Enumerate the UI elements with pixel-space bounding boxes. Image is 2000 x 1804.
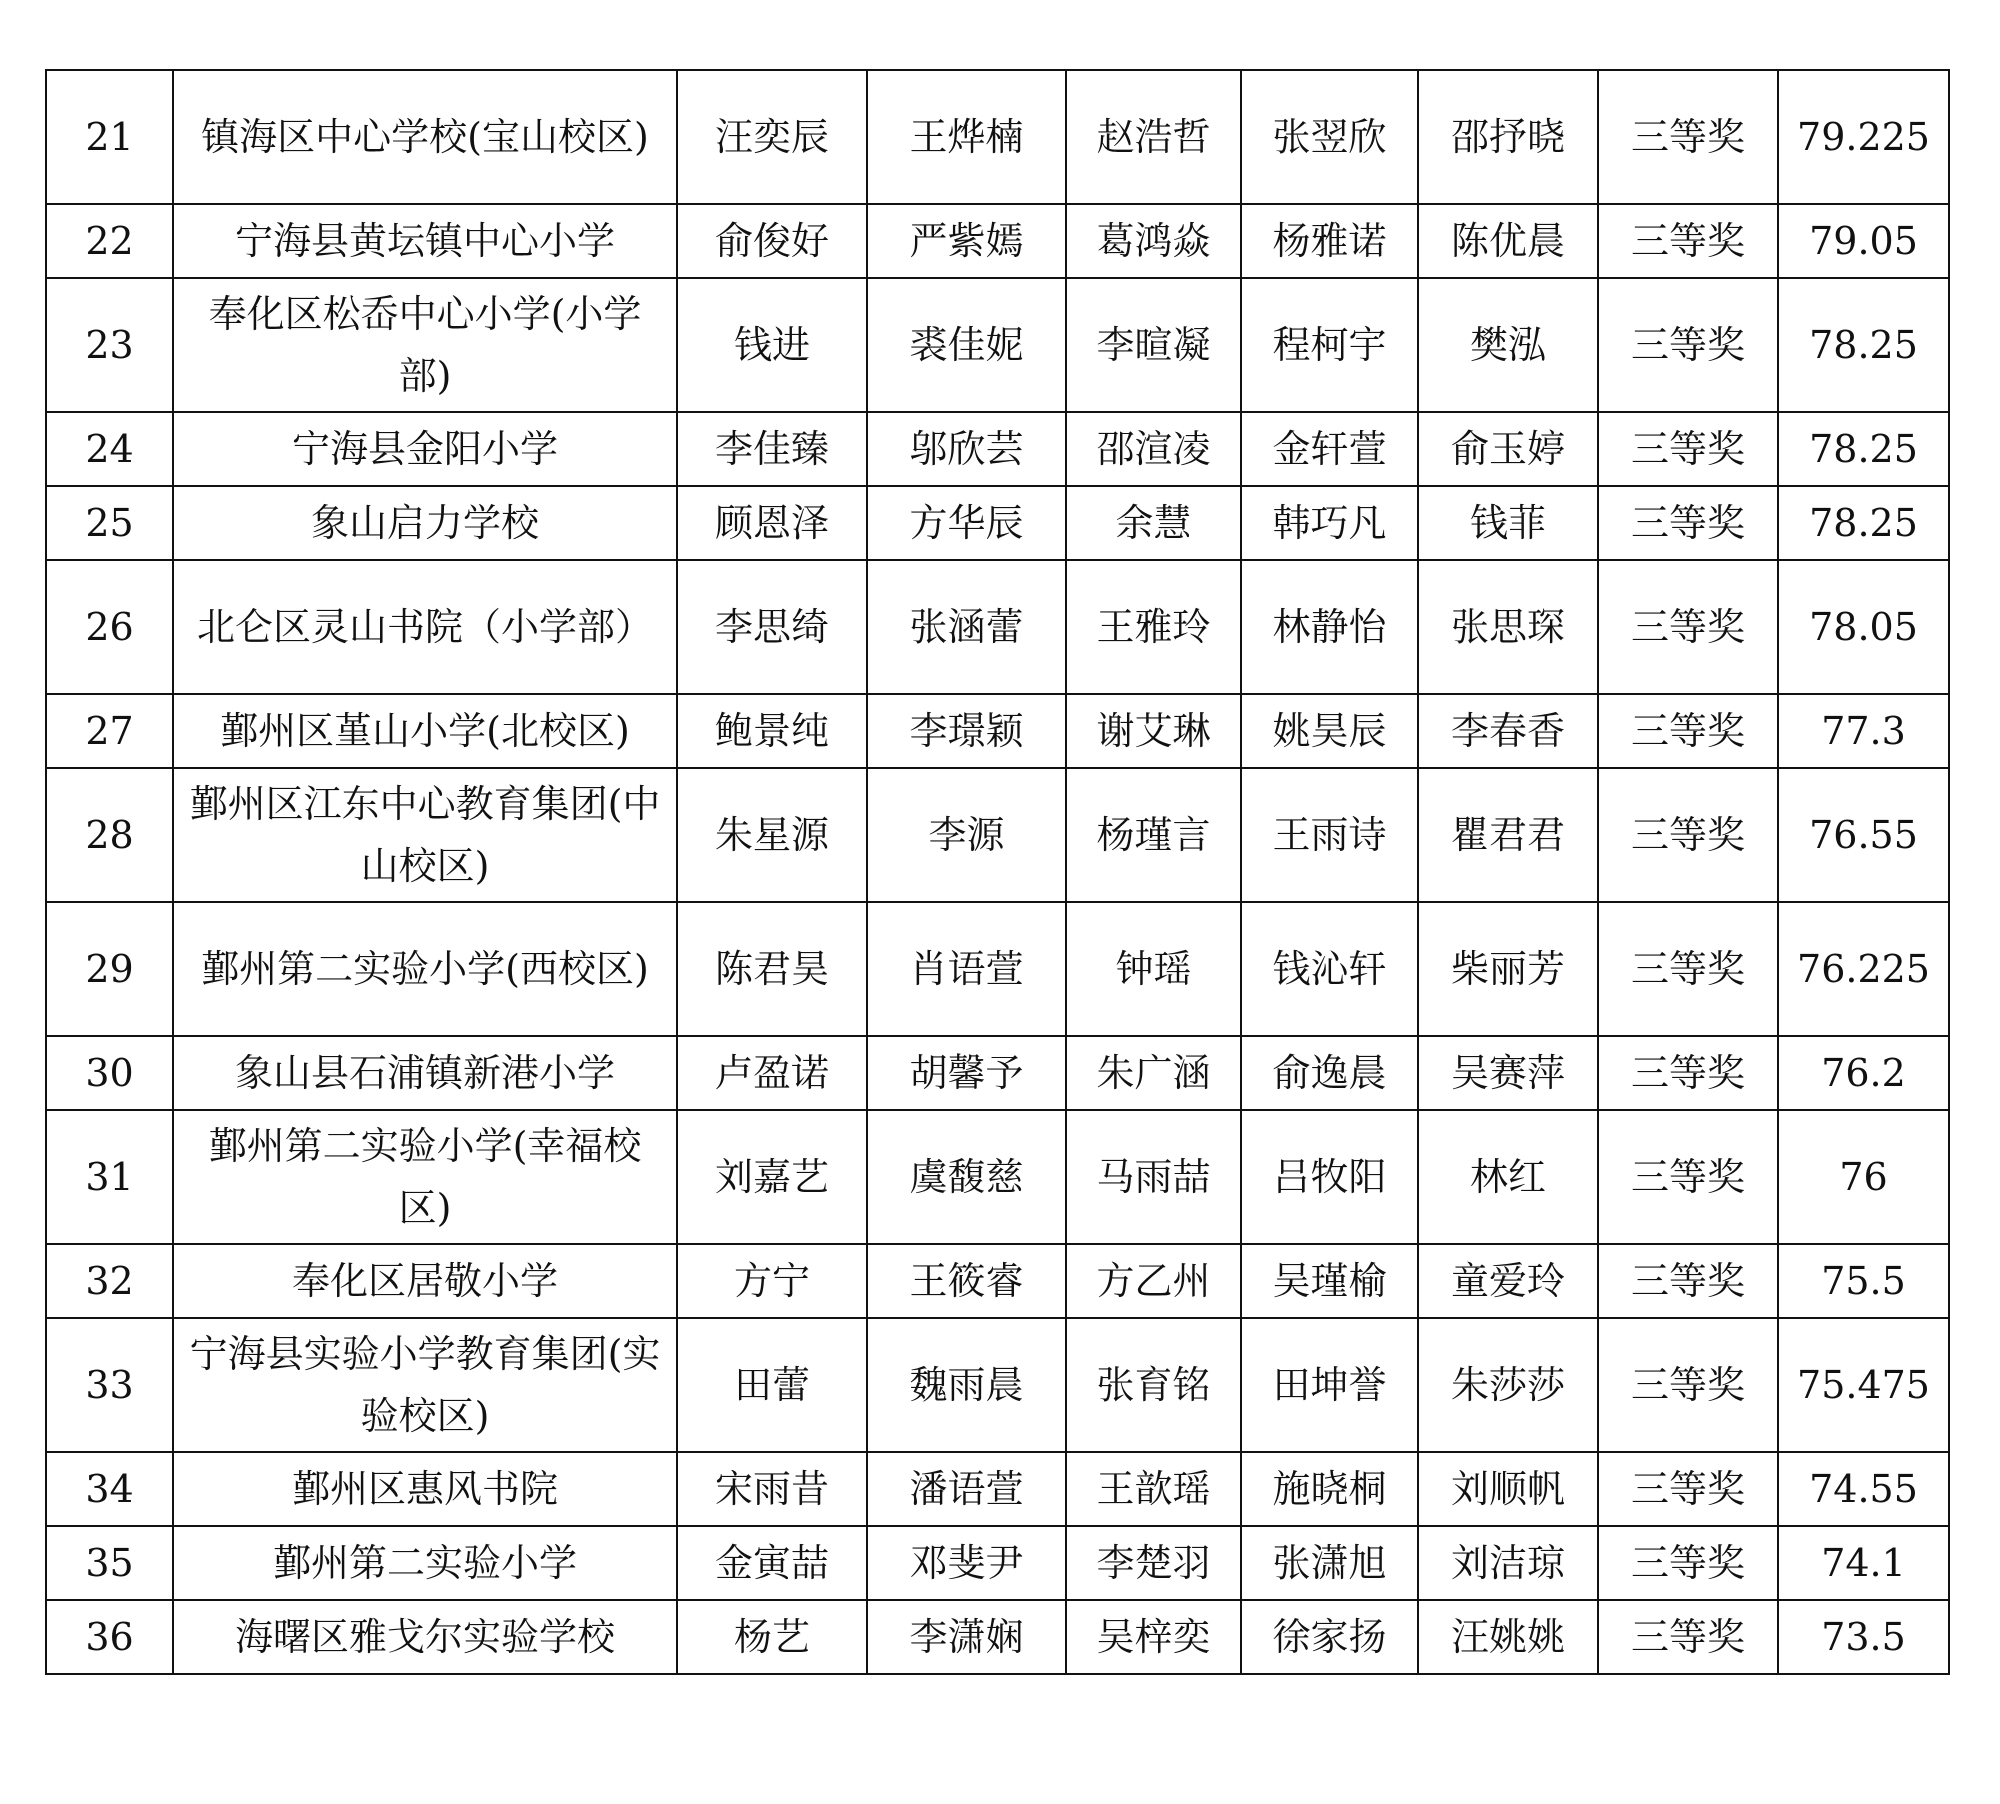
student-2-cell: 李潇娴 — [867, 1600, 1066, 1674]
teacher-cell: 俞玉婷 — [1418, 412, 1598, 486]
results-page — [45, 69, 1950, 1675]
teacher-cell: 邵抒晓 — [1418, 70, 1598, 204]
student-4-cell: 田坤誉 — [1241, 1318, 1418, 1452]
student-3-cell: 葛鸿焱 — [1066, 204, 1241, 278]
rank-cell: 27 — [46, 694, 173, 768]
student-2-cell: 裘佳妮 — [867, 278, 1066, 412]
school-cell: 海曙区雅戈尔实验学校 — [173, 1600, 677, 1674]
score-cell: 74.55 — [1778, 1452, 1949, 1526]
rank-cell: 36 — [46, 1600, 173, 1674]
student-3-cell: 赵浩哲 — [1066, 70, 1241, 204]
rank-cell: 33 — [46, 1318, 173, 1452]
award-cell: 三等奖 — [1598, 560, 1778, 694]
student-1-cell: 俞俊好 — [677, 204, 867, 278]
student-3-cell: 方乙州 — [1066, 1244, 1241, 1318]
student-4-cell: 钱沁轩 — [1241, 902, 1418, 1036]
teacher-cell: 樊泓 — [1418, 278, 1598, 412]
teacher-cell: 刘顺帆 — [1418, 1452, 1598, 1526]
school-cell: 镇海区中心学校(宝山校区) — [173, 70, 677, 204]
table-row — [46, 1318, 1949, 1452]
award-cell: 三等奖 — [1598, 1318, 1778, 1452]
teacher-cell: 童爱玲 — [1418, 1244, 1598, 1318]
award-cell: 三等奖 — [1598, 1600, 1778, 1674]
award-cell: 三等奖 — [1598, 1036, 1778, 1110]
rank-cell: 25 — [46, 486, 173, 560]
table-row — [46, 560, 1949, 694]
score-cell: 78.25 — [1778, 412, 1949, 486]
score-cell: 76.2 — [1778, 1036, 1949, 1110]
student-4-cell: 韩巧凡 — [1241, 486, 1418, 560]
student-3-cell: 马雨喆 — [1066, 1110, 1241, 1244]
school-cell: 鄞州第二实验小学(西校区) — [173, 902, 677, 1036]
student-2-cell: 邬欣芸 — [867, 412, 1066, 486]
teacher-cell: 李春香 — [1418, 694, 1598, 768]
table-row — [46, 902, 1949, 1036]
student-1-cell: 方宁 — [677, 1244, 867, 1318]
rank-cell: 30 — [46, 1036, 173, 1110]
score-cell: 75.5 — [1778, 1244, 1949, 1318]
score-cell: 74.1 — [1778, 1526, 1949, 1600]
score-cell: 77.3 — [1778, 694, 1949, 768]
student-2-cell: 肖语萱 — [867, 902, 1066, 1036]
student-4-cell: 张翌欣 — [1241, 70, 1418, 204]
score-cell: 76.55 — [1778, 768, 1949, 902]
teacher-cell: 朱莎莎 — [1418, 1318, 1598, 1452]
student-3-cell: 吴梓奕 — [1066, 1600, 1241, 1674]
award-cell: 三等奖 — [1598, 902, 1778, 1036]
student-2-cell: 邓斐尹 — [867, 1526, 1066, 1600]
student-4-cell: 施晓桐 — [1241, 1452, 1418, 1526]
award-cell: 三等奖 — [1598, 204, 1778, 278]
rank-cell: 24 — [46, 412, 173, 486]
table-row — [46, 1452, 1949, 1526]
table-row — [46, 1600, 1949, 1674]
student-2-cell: 魏雨晨 — [867, 1318, 1066, 1452]
student-2-cell: 虞馥慈 — [867, 1110, 1066, 1244]
student-4-cell: 程柯宇 — [1241, 278, 1418, 412]
table-row — [46, 70, 1949, 204]
score-cell: 79.225 — [1778, 70, 1949, 204]
teacher-cell: 吴赛萍 — [1418, 1036, 1598, 1110]
award-cell: 三等奖 — [1598, 768, 1778, 902]
student-1-cell: 陈君昊 — [677, 902, 867, 1036]
table-row — [46, 768, 1949, 902]
rank-cell: 29 — [46, 902, 173, 1036]
student-2-cell: 胡馨予 — [867, 1036, 1066, 1110]
results-table-body — [46, 70, 1949, 1674]
student-1-cell: 钱进 — [677, 278, 867, 412]
rank-cell: 35 — [46, 1526, 173, 1600]
student-2-cell: 王筱睿 — [867, 1244, 1066, 1318]
award-cell: 三等奖 — [1598, 1110, 1778, 1244]
student-2-cell: 李源 — [867, 768, 1066, 902]
award-cell: 三等奖 — [1598, 70, 1778, 204]
score-cell: 75.475 — [1778, 1318, 1949, 1452]
teacher-cell: 刘洁琼 — [1418, 1526, 1598, 1600]
school-cell: 北仑区灵山书院（小学部） — [173, 560, 677, 694]
student-3-cell: 张育铭 — [1066, 1318, 1241, 1452]
school-cell: 宁海县金阳小学 — [173, 412, 677, 486]
teacher-cell: 陈优晨 — [1418, 204, 1598, 278]
student-2-cell: 张涵蕾 — [867, 560, 1066, 694]
student-1-cell: 朱星源 — [677, 768, 867, 902]
rank-cell: 23 — [46, 278, 173, 412]
student-2-cell: 王烨楠 — [867, 70, 1066, 204]
table-row — [46, 694, 1949, 768]
student-3-cell: 李暄凝 — [1066, 278, 1241, 412]
rank-cell: 34 — [46, 1452, 173, 1526]
school-cell: 奉化区松岙中心小学(小学部) — [173, 278, 677, 412]
student-4-cell: 金轩萱 — [1241, 412, 1418, 486]
school-cell: 宁海县实验小学教育集团(实验校区) — [173, 1318, 677, 1452]
results-table — [45, 69, 1950, 1675]
table-row — [46, 278, 1949, 412]
student-1-cell: 李思绮 — [677, 560, 867, 694]
student-4-cell: 吕牧阳 — [1241, 1110, 1418, 1244]
award-cell: 三等奖 — [1598, 486, 1778, 560]
student-3-cell: 李楚羽 — [1066, 1526, 1241, 1600]
teacher-cell: 钱菲 — [1418, 486, 1598, 560]
student-4-cell: 张潇旭 — [1241, 1526, 1418, 1600]
student-3-cell: 杨瑾言 — [1066, 768, 1241, 902]
rank-cell: 26 — [46, 560, 173, 694]
student-4-cell: 姚昊辰 — [1241, 694, 1418, 768]
school-cell: 象山县石浦镇新港小学 — [173, 1036, 677, 1110]
teacher-cell: 汪姚姚 — [1418, 1600, 1598, 1674]
teacher-cell: 柴丽芳 — [1418, 902, 1598, 1036]
student-3-cell: 王雅玲 — [1066, 560, 1241, 694]
student-1-cell: 田蕾 — [677, 1318, 867, 1452]
student-4-cell: 徐家扬 — [1241, 1600, 1418, 1674]
student-2-cell: 李璟颖 — [867, 694, 1066, 768]
teacher-cell: 张思琛 — [1418, 560, 1598, 694]
student-1-cell: 顾恩泽 — [677, 486, 867, 560]
award-cell: 三等奖 — [1598, 1452, 1778, 1526]
student-3-cell: 朱广涵 — [1066, 1036, 1241, 1110]
score-cell: 76 — [1778, 1110, 1949, 1244]
student-3-cell: 余慧 — [1066, 486, 1241, 560]
rank-cell: 22 — [46, 204, 173, 278]
award-cell: 三等奖 — [1598, 278, 1778, 412]
student-2-cell: 方华辰 — [867, 486, 1066, 560]
student-2-cell: 严紫嫣 — [867, 204, 1066, 278]
score-cell: 78.25 — [1778, 278, 1949, 412]
student-1-cell: 杨艺 — [677, 1600, 867, 1674]
table-row — [46, 1036, 1949, 1110]
table-row — [46, 412, 1949, 486]
student-1-cell: 汪奕辰 — [677, 70, 867, 204]
school-cell: 鄞州区惠风书院 — [173, 1452, 677, 1526]
student-3-cell: 邵渲凌 — [1066, 412, 1241, 486]
student-1-cell: 鲍景纯 — [677, 694, 867, 768]
award-cell: 三等奖 — [1598, 1526, 1778, 1600]
school-cell: 鄞州区堇山小学(北校区) — [173, 694, 677, 768]
student-1-cell: 刘嘉艺 — [677, 1110, 867, 1244]
school-cell: 宁海县黄坛镇中心小学 — [173, 204, 677, 278]
score-cell: 76.225 — [1778, 902, 1949, 1036]
score-cell: 78.05 — [1778, 560, 1949, 694]
table-row — [46, 204, 1949, 278]
student-3-cell: 谢艾琳 — [1066, 694, 1241, 768]
student-4-cell: 林静怡 — [1241, 560, 1418, 694]
school-cell: 鄞州区江东中心教育集团(中山校区) — [173, 768, 677, 902]
table-row — [46, 486, 1949, 560]
table-row — [46, 1244, 1949, 1318]
table-row — [46, 1526, 1949, 1600]
teacher-cell: 林红 — [1418, 1110, 1598, 1244]
student-3-cell: 钟瑶 — [1066, 902, 1241, 1036]
award-cell: 三等奖 — [1598, 412, 1778, 486]
school-cell: 奉化区居敬小学 — [173, 1244, 677, 1318]
student-1-cell: 卢盈诺 — [677, 1036, 867, 1110]
score-cell: 79.05 — [1778, 204, 1949, 278]
school-cell: 鄞州第二实验小学 — [173, 1526, 677, 1600]
student-4-cell: 吴瑾榆 — [1241, 1244, 1418, 1318]
student-3-cell: 王歆瑶 — [1066, 1452, 1241, 1526]
school-cell: 象山启力学校 — [173, 486, 677, 560]
student-4-cell: 俞逸晨 — [1241, 1036, 1418, 1110]
student-1-cell: 金寅喆 — [677, 1526, 867, 1600]
score-cell: 73.5 — [1778, 1600, 1949, 1674]
award-cell: 三等奖 — [1598, 694, 1778, 768]
rank-cell: 32 — [46, 1244, 173, 1318]
table-row — [46, 1110, 1949, 1244]
teacher-cell: 瞿君君 — [1418, 768, 1598, 902]
school-cell: 鄞州第二实验小学(幸福校区) — [173, 1110, 677, 1244]
score-cell: 78.25 — [1778, 486, 1949, 560]
student-4-cell: 王雨诗 — [1241, 768, 1418, 902]
award-cell: 三等奖 — [1598, 1244, 1778, 1318]
student-4-cell: 杨雅诺 — [1241, 204, 1418, 278]
rank-cell: 28 — [46, 768, 173, 902]
student-1-cell: 李佳臻 — [677, 412, 867, 486]
student-1-cell: 宋雨昔 — [677, 1452, 867, 1526]
rank-cell: 21 — [46, 70, 173, 204]
student-2-cell: 潘语萱 — [867, 1452, 1066, 1526]
rank-cell: 31 — [46, 1110, 173, 1244]
